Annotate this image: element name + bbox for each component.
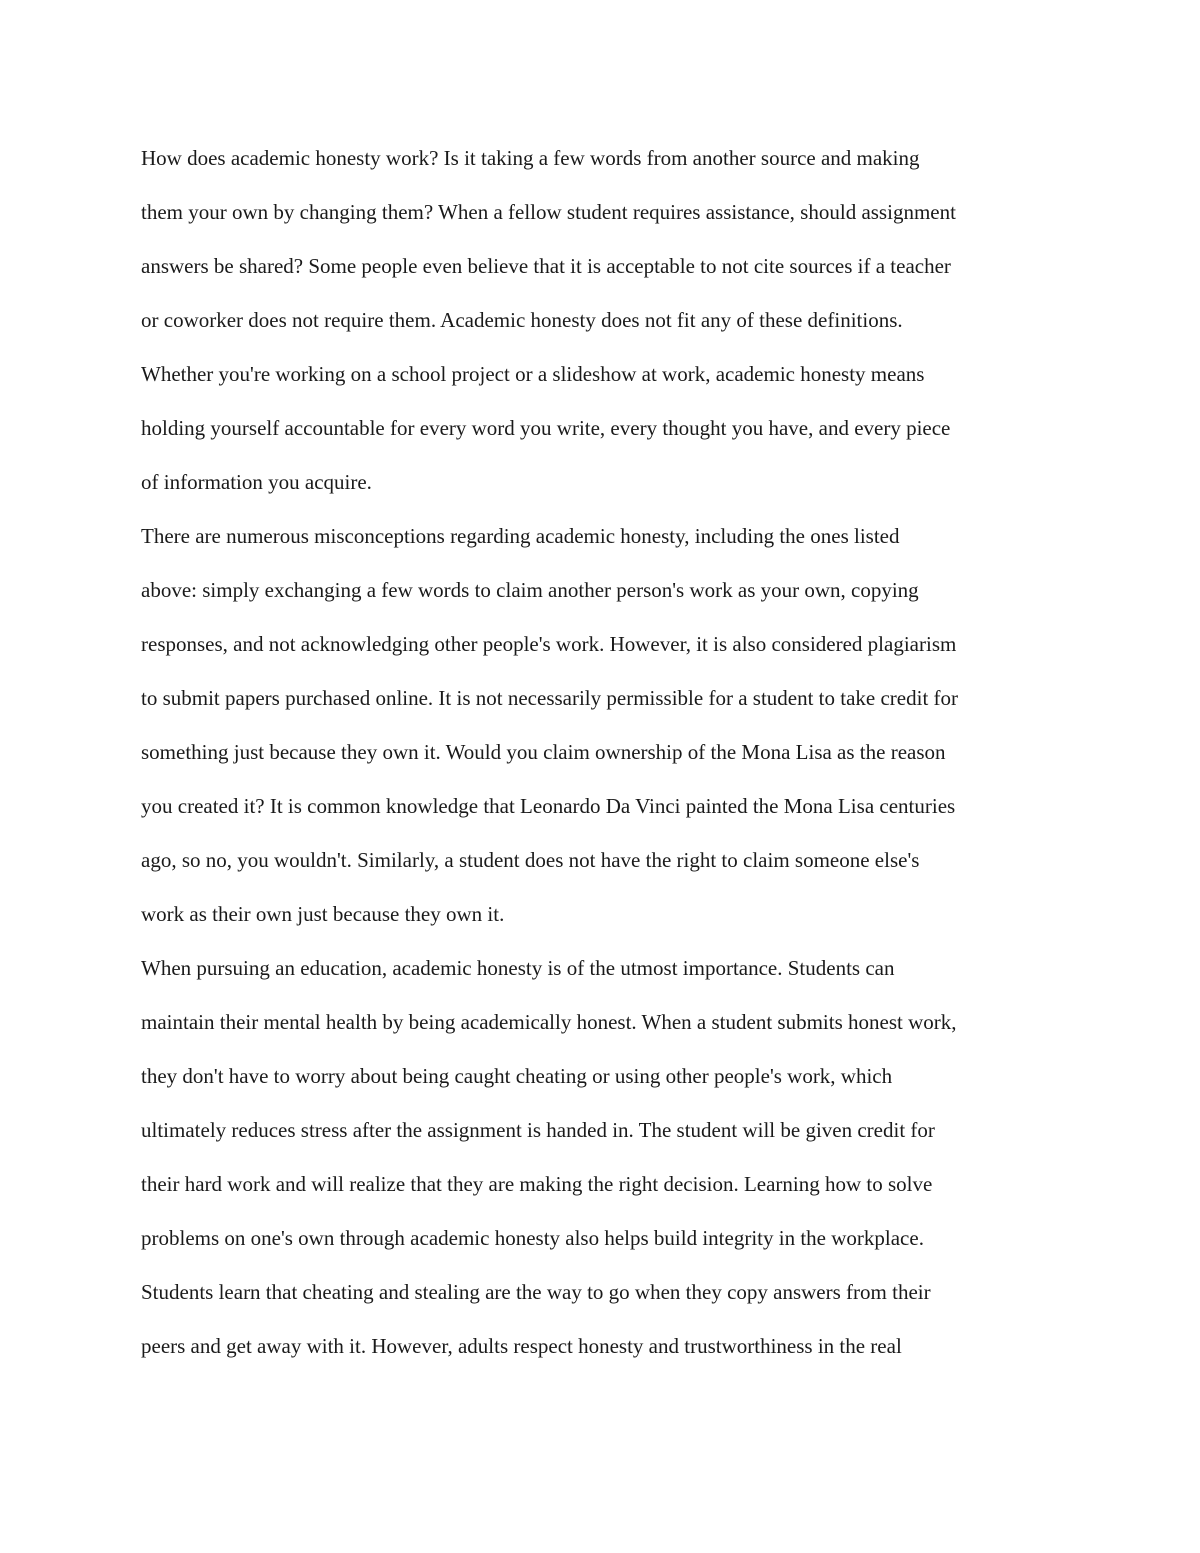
text-line: they don't have to worry about being caught cheating or using other people's work, which <box>141 1064 893 1088</box>
text-line: them your own by changing them? When a fellow student requires assistance, should assignment <box>141 200 956 224</box>
text-line: responses, and not acknowledging other people's work. However, it is also considered plagiarism <box>141 632 957 656</box>
text-line: their hard work and will realize that they are making the right decision. Learning how to solve <box>141 1172 933 1196</box>
text-line: peers and get away with it. However, adults respect honesty and trustworthiness in the real <box>141 1334 902 1358</box>
text-line: ago, so no, you wouldn't. Similarly, a student does not have the right to claim someone else's <box>141 848 920 872</box>
document-body <box>141 131 1081 1373</box>
paragraph-3 <box>141 941 1081 1373</box>
text-line: When pursuing an education, academic honesty is of the utmost importance. Students can <box>141 956 895 980</box>
text-line: you created it? It is common knowledge that Leonardo Da Vinci painted the Mona Lisa centuries <box>141 794 956 818</box>
text-line: problems on one's own through academic honesty also helps build integrity in the workplace. <box>141 1226 924 1250</box>
text-line: maintain their mental health by being academically honest. When a student submits honest work, <box>141 1010 957 1034</box>
text-line: How does academic honesty work? Is it taking a few words from another source and making <box>141 146 920 170</box>
text-line: or coworker does not require them. Academic honesty does not fit any of these definitions. <box>141 308 903 332</box>
text-line: answers be shared? Some people even believe that it is acceptable to not cite sources if a teacher <box>141 254 951 278</box>
text-line: holding yourself accountable for every word you write, every thought you have, and every piece <box>141 416 951 440</box>
text-line: above: simply exchanging a few words to claim another person's work as your own, copying <box>141 578 919 602</box>
text-line: of information you acquire. <box>141 470 372 494</box>
paragraph-2 <box>141 509 1081 941</box>
text-line: There are numerous misconceptions regarding academic honesty, including the ones listed <box>141 524 900 548</box>
paragraph-1 <box>141 131 1081 509</box>
text-line: something just because they own it. Would you claim ownership of the Mona Lisa as the reason <box>141 740 946 764</box>
text-line: Students learn that cheating and stealing are the way to go when they copy answers from their <box>141 1280 931 1304</box>
text-line: work as their own just because they own it. <box>141 902 505 926</box>
text-line: to submit papers purchased online. It is not necessarily permissible for a student to take credit for <box>141 686 959 710</box>
text-line: Whether you're working on a school project or a slideshow at work, academic honesty means <box>141 362 925 386</box>
text-line: ultimately reduces stress after the assignment is handed in. The student will be given credit for <box>141 1118 935 1142</box>
